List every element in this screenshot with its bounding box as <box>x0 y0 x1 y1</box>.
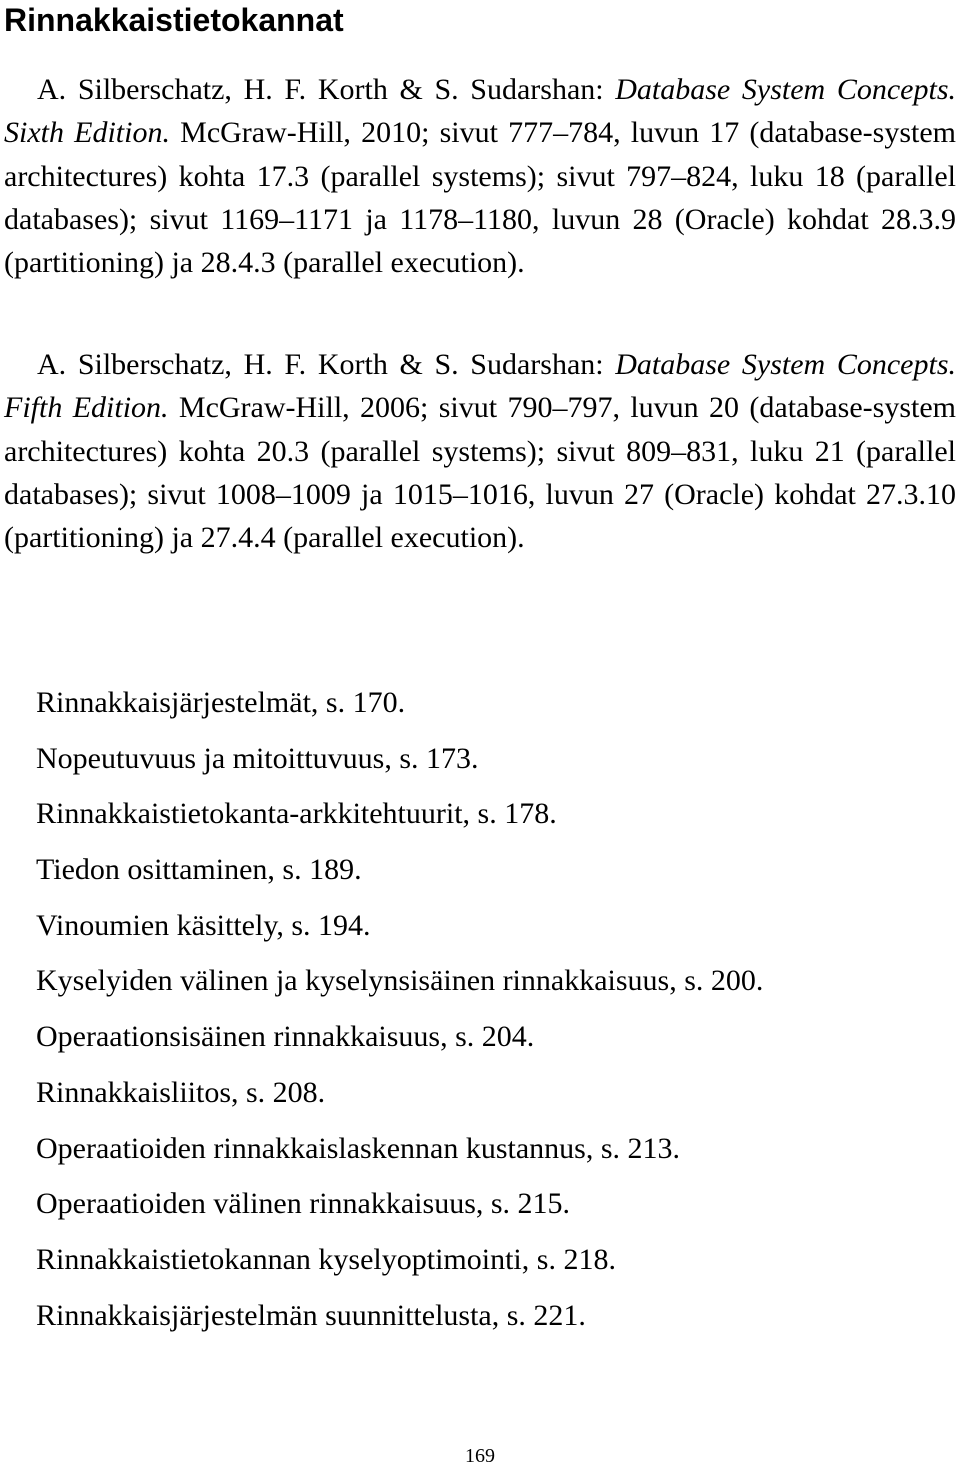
reference-authors: A. Silberschatz, H. F. Korth & S. Sudarshan: <box>37 73 616 106</box>
page-number: 169 <box>465 1445 495 1467</box>
reference-book-title: Database System Concepts. Sixth Edition. <box>4 73 956 150</box>
toc-item: Operaationsisäinen rinnakkaisuus, s. 204. <box>36 1020 535 1054</box>
reference-sixth-edition <box>4 68 956 284</box>
toc-item: Rinnakkaisliitos, s. 208. <box>36 1075 326 1109</box>
reference-details: McGraw-Hill, 2010; sivut 777–784, luvun 17 (database-system architectures) kohta 17.3 (parallel systems); sivut 797–824, luku 18 (parallel databases); sivut 1169–1171 ja 1178–1180, luvun 28 (Oracle) kohdat 28.3.9 (partitioning) ja 28.4.3 (parallel execution). <box>4 116 956 280</box>
table-of-contents <box>36 680 763 1348</box>
toc-item: Rinnakkaisjärjestelmän suunnittelusta, s. 221. <box>36 1298 586 1332</box>
toc-item: Rinnakkaistietokannan kyselyoptimointi, s. 218. <box>36 1242 616 1276</box>
page-title: Rinnakkaistietokannat <box>4 2 344 38</box>
reference-book-title: Database System Concepts. Fifth Edition. <box>4 348 956 425</box>
toc-item: Operaatioiden välinen rinnakkaisuus, s. 215. <box>36 1187 571 1221</box>
toc-item: Kyselyiden välinen ja kyselynsisäinen rinnakkaisuus, s. 200. <box>36 964 764 998</box>
reference-fifth-edition <box>4 343 956 559</box>
reference-details: McGraw-Hill, 2006; sivut 790–797, luvun 20 (database-system architectures) kohta 20.3 (parallel systems); sivut 809–831, luku 21 (parallel databases); sivut 1008–1009 ja 1015–1016, luvun 27 (Oracle) kohdat 27.3.10 (partitioning) ja 27.4.4 (parallel execution). <box>4 391 956 555</box>
toc-item: Tiedon osittaminen, s. 189. <box>36 853 362 887</box>
toc-item: Operaatioiden rinnakkaislaskennan kustannus, s. 213. <box>36 1131 681 1165</box>
toc-item: Rinnakkaisjärjestelmät, s. 170. <box>36 686 406 719</box>
reference-authors: A. Silberschatz, H. F. Korth & S. Sudarshan: <box>37 348 616 381</box>
toc-item: Vinoumien käsittely, s. 194. <box>36 908 371 942</box>
toc-item: Nopeutuvuus ja mitoittuvuus, s. 173. <box>36 741 479 775</box>
toc-item: Rinnakkaistietokanta-arkkitehtuurit, s. 178. <box>36 797 557 831</box>
